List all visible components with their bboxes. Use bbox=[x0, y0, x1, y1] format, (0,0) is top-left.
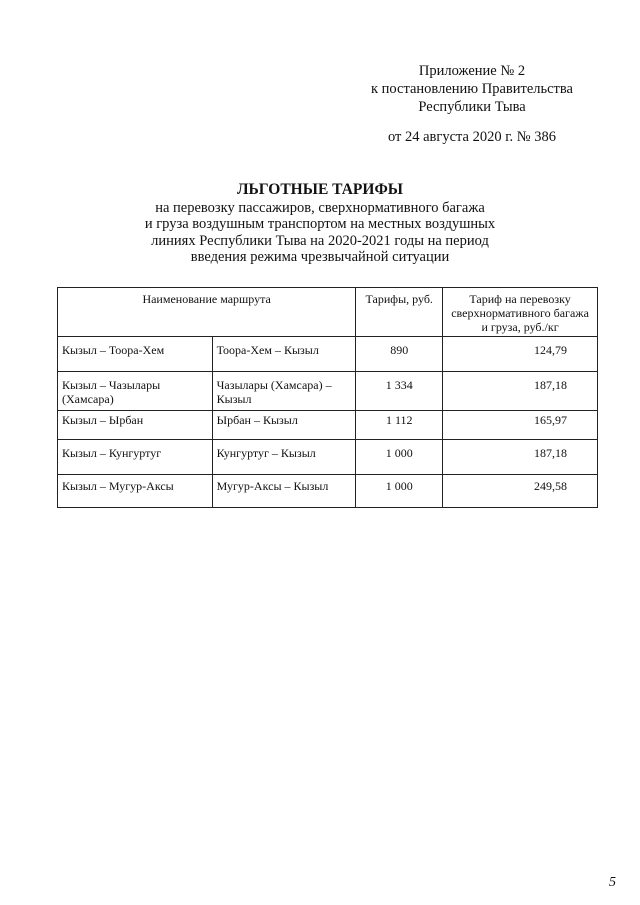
title-heading: ЛЬГОТНЫЕ ТАРИФЫ bbox=[237, 181, 403, 198]
route-to-cell: Кызыл – Ырбан bbox=[58, 411, 213, 440]
appendix-line: к постановлению Правительства bbox=[371, 81, 573, 97]
table-row bbox=[58, 475, 598, 508]
route-to-cell: Кызыл – Мугур-Аксы bbox=[58, 475, 213, 508]
table-row bbox=[58, 411, 598, 440]
baggage-cell: 187,18 bbox=[443, 372, 598, 411]
route-back-cell: Ырбан – Кызыл bbox=[212, 411, 356, 440]
title-line: и груза воздушным транспортом на местных воздушных bbox=[144, 216, 496, 232]
route-to-cell: Кызыл – Чазылары (Хамсара) bbox=[58, 372, 213, 411]
table-row bbox=[58, 440, 598, 475]
appendix-line: Республики Тыва bbox=[418, 99, 526, 115]
document-title bbox=[100, 182, 540, 266]
route-back-cell: Мугур-Аксы – Кызыл bbox=[212, 475, 356, 508]
route-to-cell: Кызыл – Кунгуртуг bbox=[58, 440, 213, 475]
appendix-line: Приложение № 2 bbox=[418, 63, 526, 79]
fare-cell: 1 334 bbox=[356, 372, 443, 411]
route-back-cell: Чазылары (Хамсара) – Кызыл bbox=[212, 372, 356, 411]
table-header-row bbox=[58, 288, 598, 337]
header-fare: Тарифы, руб. bbox=[356, 288, 443, 337]
title-line: введения режима чрезвычайной ситуации bbox=[190, 249, 450, 265]
route-back-cell: Кунгуртуг – Кызыл bbox=[212, 440, 356, 475]
route-back-cell: Тоора-Хем – Кызыл bbox=[212, 337, 356, 372]
baggage-cell: 249,58 bbox=[443, 475, 598, 508]
table-row bbox=[58, 372, 598, 411]
baggage-cell: 165,97 bbox=[443, 411, 598, 440]
header-baggage: Тариф на перевозку сверхнормативного багажа и груза, руб./кг bbox=[443, 288, 598, 337]
fare-cell: 890 bbox=[356, 337, 443, 372]
fare-cell: 1 000 bbox=[356, 440, 443, 475]
appendix-block bbox=[342, 62, 602, 146]
title-line: на перевозку пассажиров, сверхнормативного багажа bbox=[155, 199, 485, 216]
baggage-cell: 187,18 bbox=[443, 440, 598, 475]
title-line: линиях Республики Тыва на 2020-2021 годы на период bbox=[151, 232, 489, 249]
header-route: Наименование маршрута bbox=[58, 288, 356, 337]
baggage-cell: 124,79 bbox=[443, 337, 598, 372]
appendix-date: от 24 августа 2020 г. № 386 bbox=[387, 129, 557, 145]
fare-cell: 1 000 bbox=[356, 475, 443, 508]
fare-cell: 1 112 bbox=[356, 411, 443, 440]
route-to-cell: Кызыл – Тоора-Хем bbox=[58, 337, 213, 372]
page-number: 5 bbox=[609, 875, 616, 890]
tariffs-table bbox=[57, 287, 598, 508]
table-row bbox=[58, 337, 598, 372]
